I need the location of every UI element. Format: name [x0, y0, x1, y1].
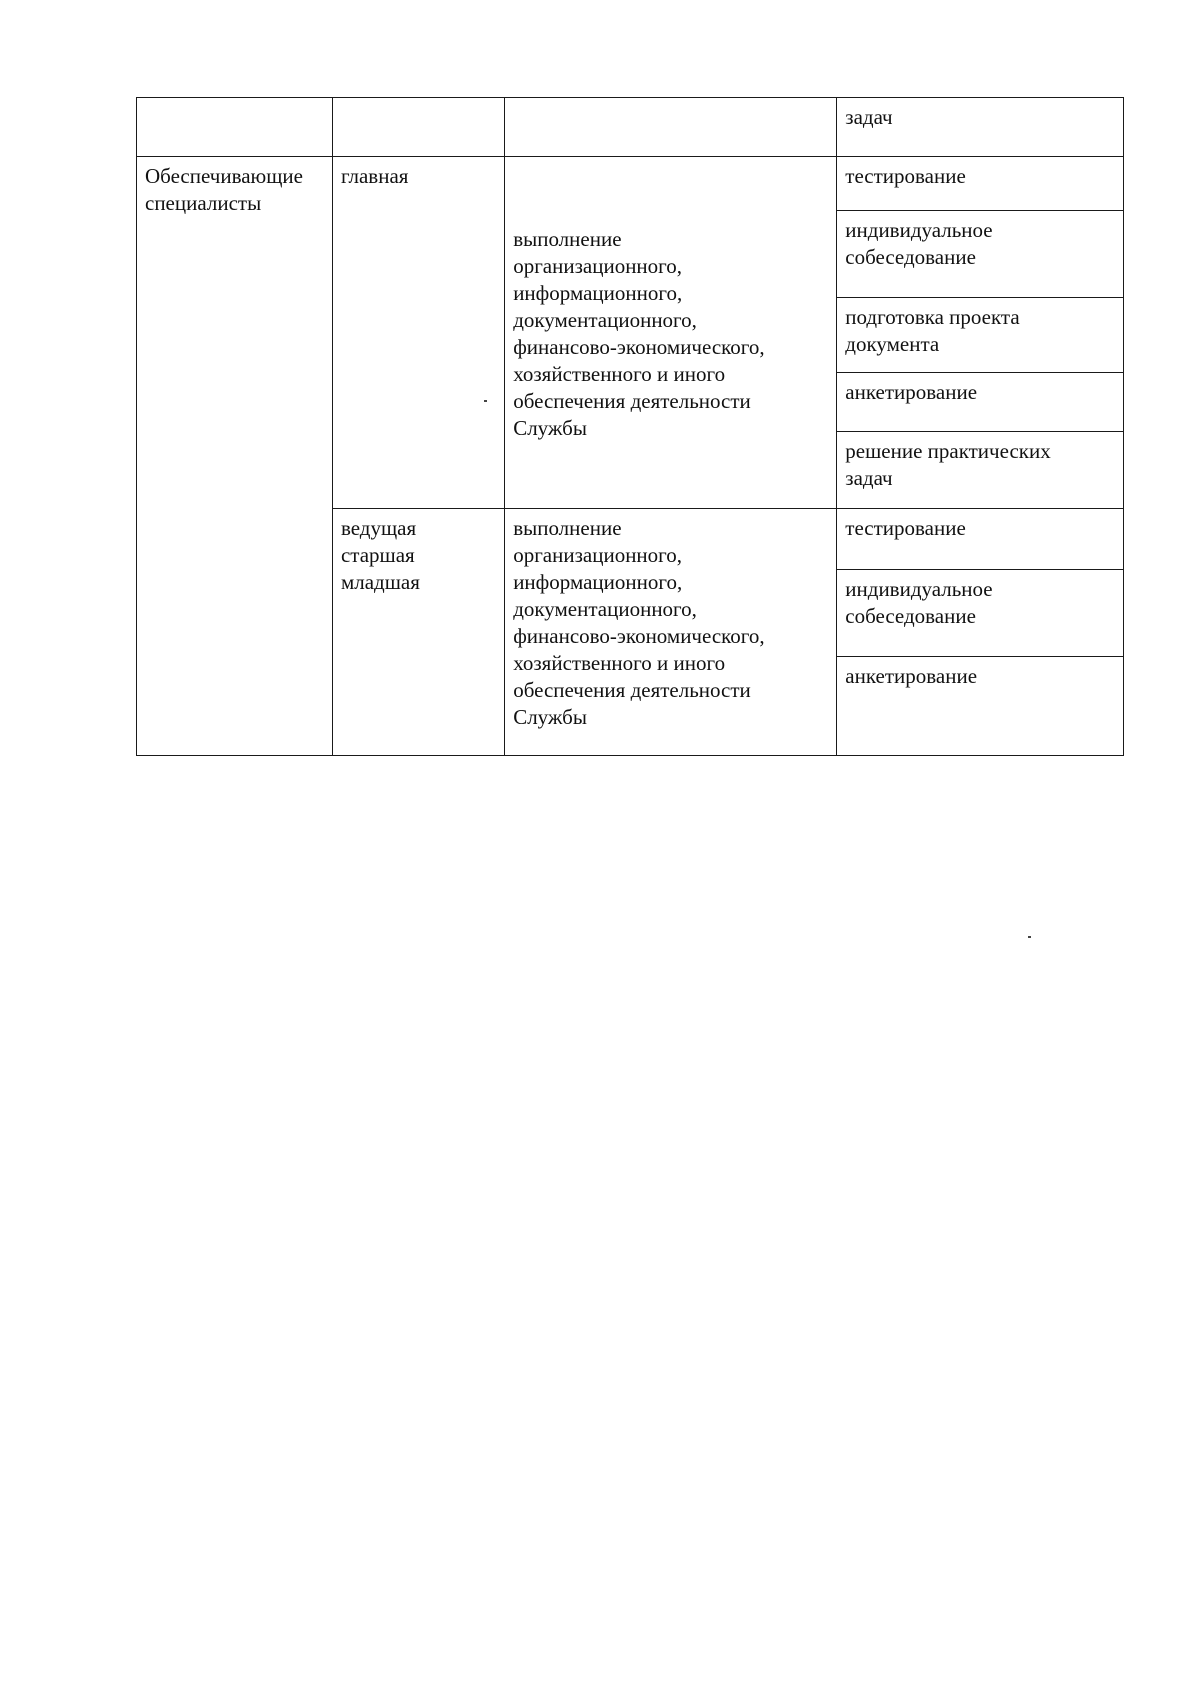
method-cell-continuation [837, 98, 1124, 157]
method-line: анкетирование [845, 380, 978, 404]
method-cell [837, 157, 1124, 211]
method-line: индивидуальное [845, 218, 993, 242]
duty-line: документационного, [513, 307, 697, 332]
method-cell [837, 657, 1124, 756]
category-line: специалисты [145, 191, 262, 215]
method-line: подготовка проекта [845, 305, 1020, 329]
duty-line: информационного, [513, 570, 683, 594]
duty-line: информационного, [513, 280, 683, 305]
method-line: документа [845, 332, 940, 356]
competition-methods-table [136, 97, 1124, 756]
duty-line: выполнение [513, 516, 622, 540]
duty-line: Службы [513, 415, 587, 440]
table-cell-empty [505, 98, 837, 157]
duty-line: выполнение [513, 226, 622, 251]
method-cell [837, 298, 1124, 373]
method-line: решение практических [845, 439, 1051, 463]
duty-line: обеспечения деятельности [513, 388, 751, 413]
method-line: индивидуальное [845, 577, 993, 601]
duty-line: организационного, [513, 543, 683, 567]
group-level-line: младшая [340, 570, 420, 594]
duty-cell [505, 509, 837, 756]
table-row-continuation [137, 98, 1124, 157]
scan-speck [1028, 936, 1031, 938]
method-cell [837, 432, 1124, 509]
table-row [137, 157, 1124, 211]
duty-line: финансово-экономического, [513, 334, 765, 359]
duty-line: финансово-экономического, [513, 624, 765, 648]
duty-line: Службы [513, 705, 587, 729]
method-text: задач [845, 105, 893, 129]
method-cell [837, 509, 1124, 570]
table-cell-empty [332, 98, 504, 157]
category-cell [137, 157, 333, 756]
group-level-line: ведущая [340, 516, 417, 540]
duty-line: хозяйственного и иного [513, 651, 726, 675]
method-line: задач [845, 466, 893, 490]
method-cell [837, 373, 1124, 432]
group-level-line: старшая [340, 543, 415, 567]
table-cell-empty [137, 98, 333, 157]
group-level-cell [332, 157, 504, 509]
duty-line: документационного, [513, 597, 697, 621]
group-level-line: главная [340, 164, 409, 188]
duty-line: организационного, [513, 253, 683, 278]
scan-speck [484, 400, 487, 402]
method-line: тестирование [845, 164, 966, 188]
method-line: собеседование [845, 245, 976, 269]
method-line: собеседование [845, 604, 976, 628]
duty-line: обеспечения деятельности [513, 678, 751, 702]
category-line: Обеспечивающие [145, 164, 303, 188]
group-level-cell [332, 509, 504, 756]
method-line: анкетирование [845, 664, 978, 688]
duty-line: хозяйственного и иного [513, 361, 726, 386]
duty-cell [505, 157, 837, 509]
method-cell [837, 570, 1124, 657]
method-cell [837, 211, 1124, 298]
method-line: тестирование [845, 516, 966, 540]
